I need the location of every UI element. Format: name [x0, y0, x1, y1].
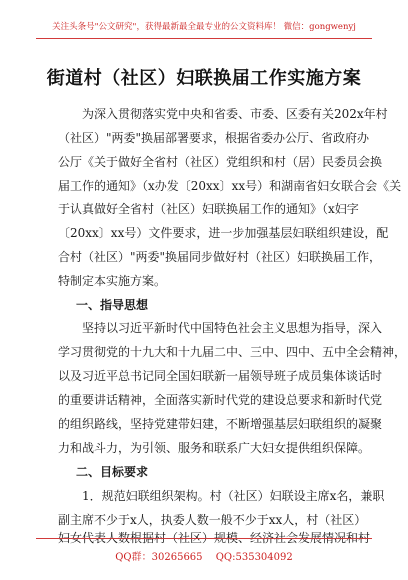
paragraph-line: 公厅《关于做好全省村（社区）党组织和村（居）民委员会换 [58, 155, 383, 169]
qq-text: QQ:535304092 [215, 552, 293, 563]
paragraph-line: 妇女代表人数根据村（社区）规模、经济社会发展情况和村 [58, 531, 371, 545]
paragraph-line: 的组织路线，坚持党建带妇建，不断增强基层妇联组织的凝聚 [58, 417, 383, 431]
paragraph-line: 的重要讲话精神，全面落实新时代党的建设总要求和新时代党 [58, 393, 383, 407]
paragraph-line: 为深入贯彻落实党中央和省委、市委、区委有关202x年村 [82, 107, 388, 121]
paragraph-line: 于认真做好全省村（社区）妇联换届工作的通知》（x妇字 [58, 202, 359, 216]
document-title: 街道村（社区）妇联换届工作实施方案 [46, 68, 362, 89]
paragraph-line: 坚持以习近平新时代中国特色社会主义思想为指导，深入 [82, 321, 383, 335]
paragraph-line: 〔20xx〕xx号）文件要求，进一步加强基层妇联组织建设，配 [58, 226, 389, 240]
paragraph-line: 特制定本实施方案。 [58, 274, 167, 288]
paragraph-line: 力和战斗力，为引领、服务和联系广大妇女提供组织保障。 [58, 441, 371, 455]
footer [0, 548, 408, 563]
section-heading: 二、目标要求 [76, 465, 149, 479]
promo-text: 关注头条号"公文研究"，获得最新最全最专业的公文资料库！ 微信：gongwenyj [52, 22, 356, 32]
paragraph-line: （社区）"两委"换届部署要求，根据省委办公厅、省政府办 [58, 131, 370, 145]
section-heading: 一、指导思想 [76, 298, 149, 312]
header-divider [36, 38, 372, 39]
paragraph-line: 副主席不少于x人，执委人数一般不少于xx人，村（社区） [58, 513, 367, 527]
paragraph-line: 届工作的通知》（x办发〔20xx〕xx号）和湖南省妇女联合会《关 [58, 179, 402, 193]
footer-divider [36, 538, 372, 539]
qq-group-text: QQ群：30265665 [115, 552, 203, 563]
paragraph-line: 学习贯彻党的十九大和十九届二中、三中、四中、五中全会精神， [58, 345, 407, 359]
paragraph-line: 合村（社区）"两委"换届同步做好村（社区）妇联换届工作， [58, 250, 382, 264]
top-banner [0, 0, 408, 40]
paragraph-line: 1．规范妇联组织架构。村（社区）妇联设主席x名，兼职 [82, 489, 385, 503]
paragraph-line: 以及习近平总书记同全国妇联新一届领导班子成员集体谈话时 [58, 369, 383, 383]
